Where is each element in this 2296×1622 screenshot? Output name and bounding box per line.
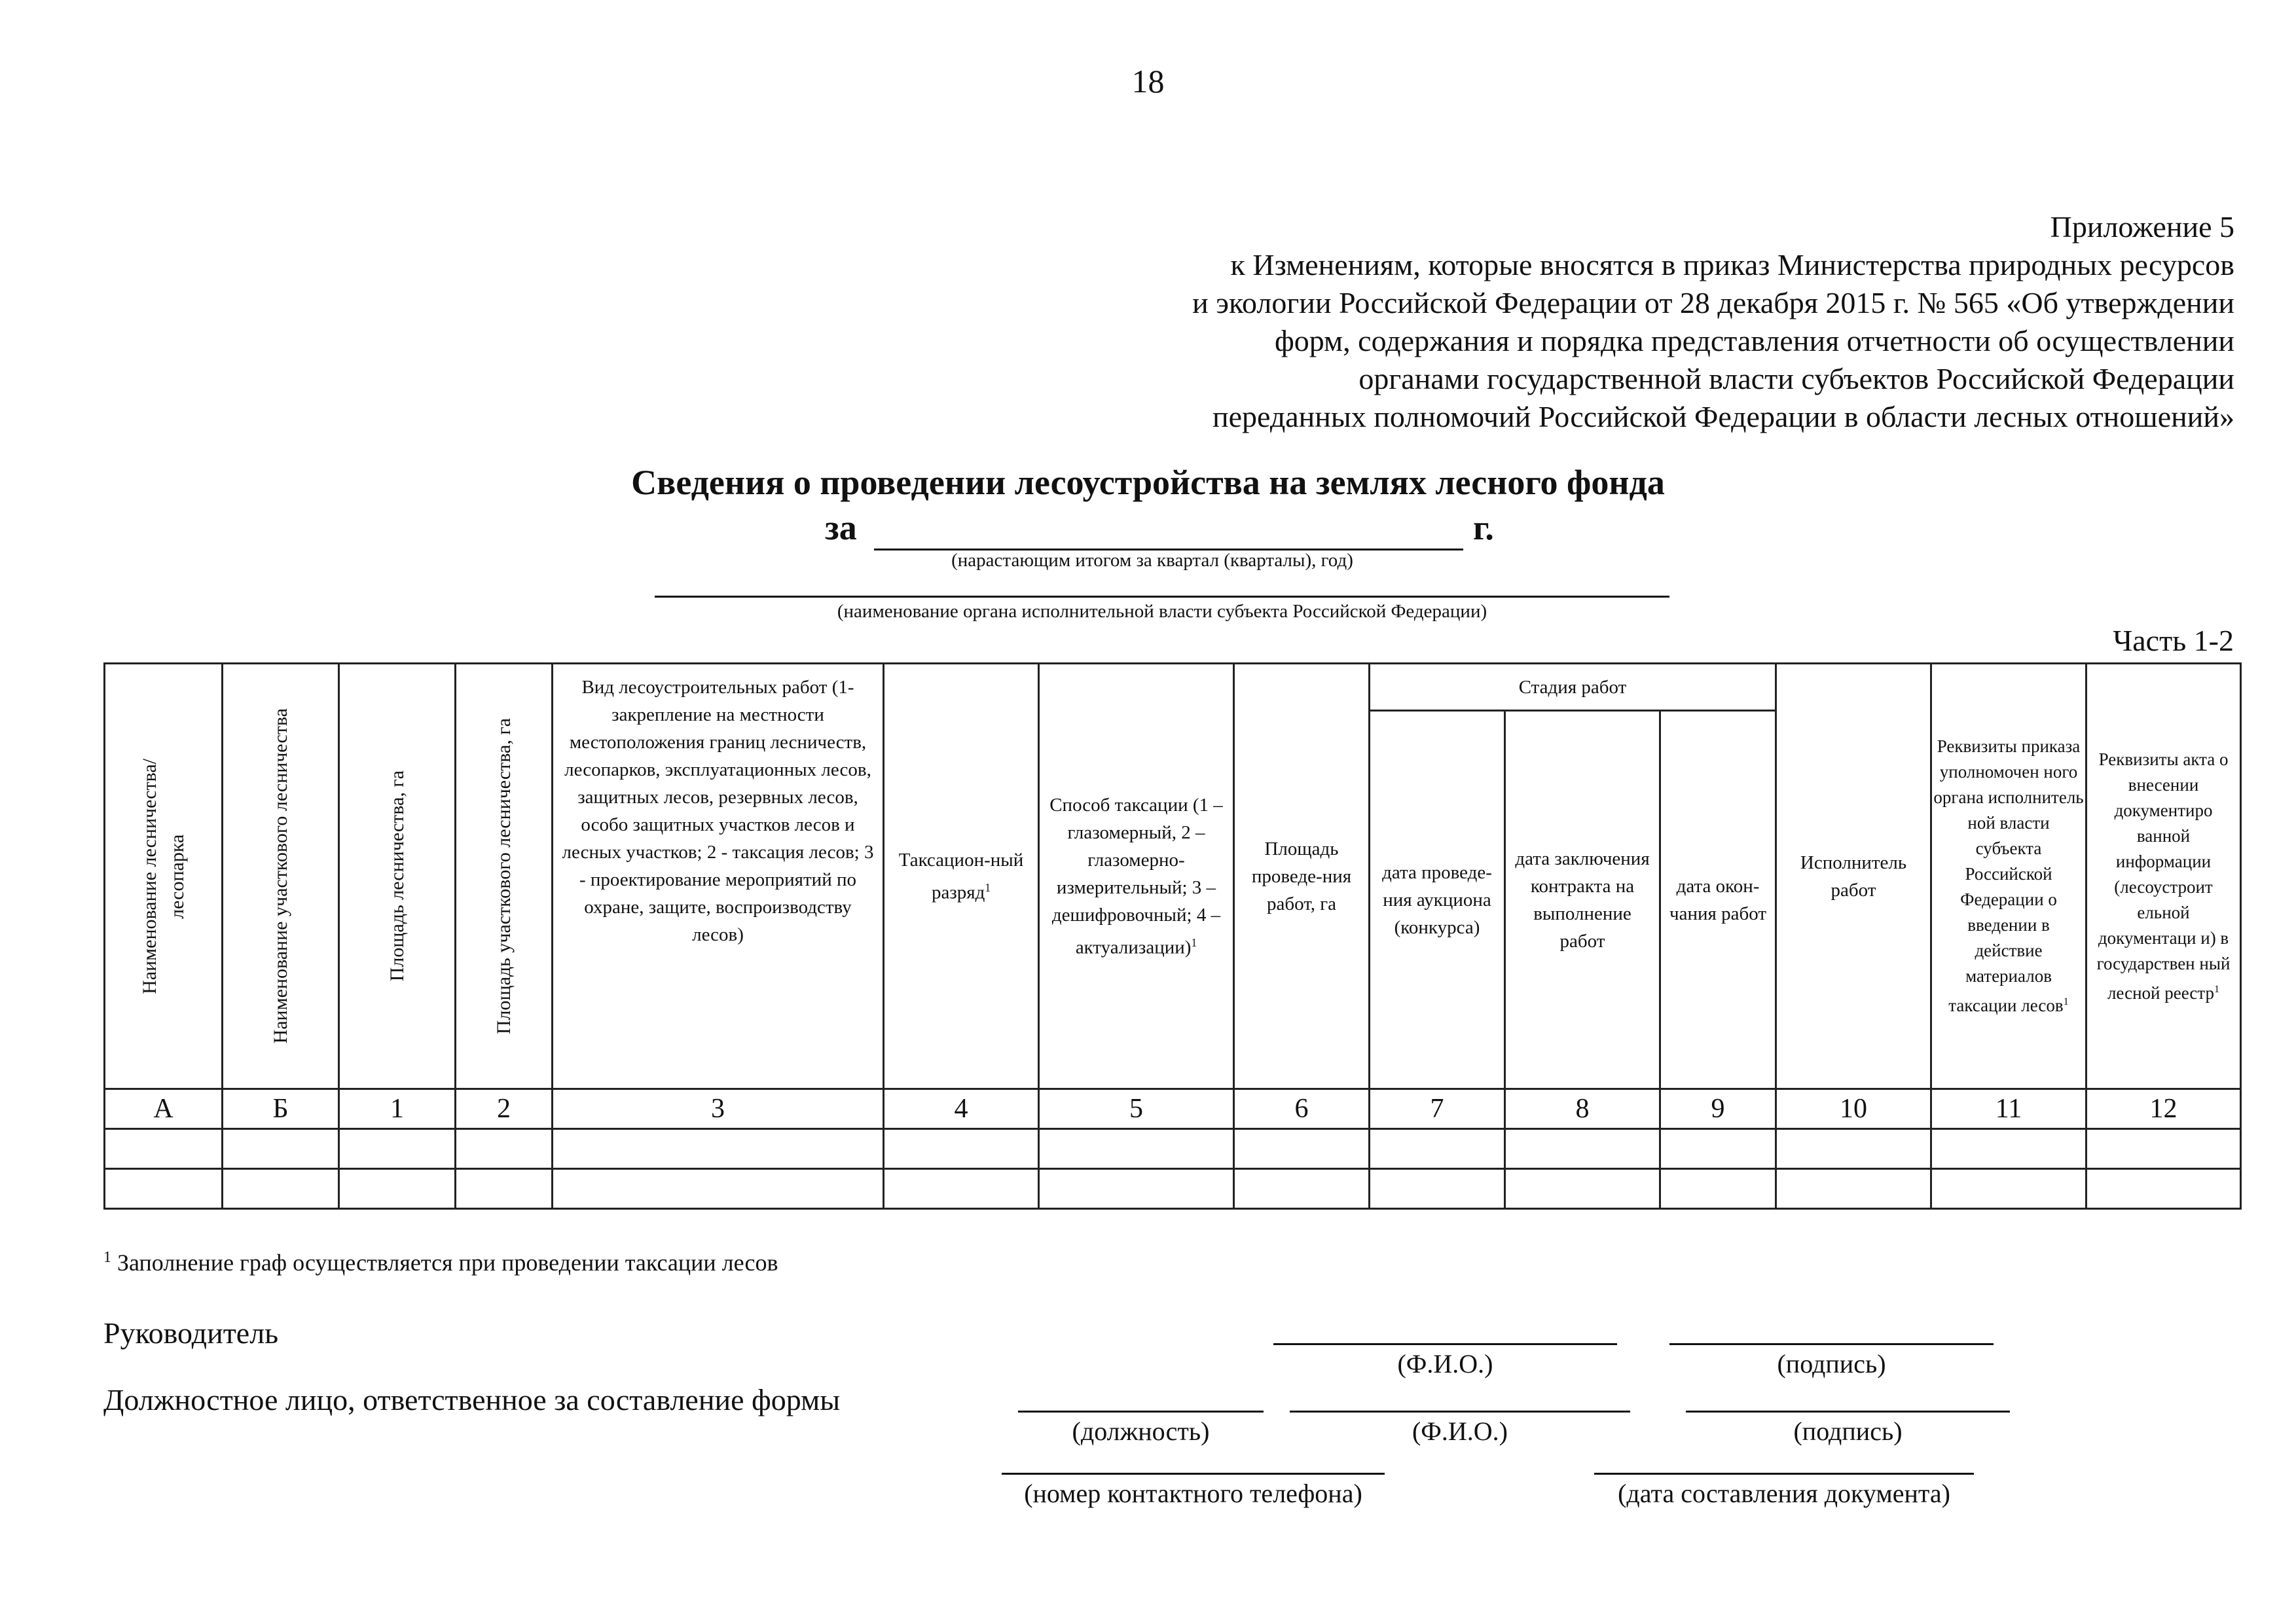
date-caption: (дата составления документа) (1618, 1479, 1950, 1508)
table-cell[interactable] (1370, 1169, 1505, 1209)
column-number: А (105, 1089, 223, 1129)
table-cell[interactable] (1776, 1129, 1931, 1169)
header-3-text: Вид лесоустроительных работ (1- закрепление на местности местоположения границ лесничеств, лесопарков, эксплуатационных лесов, защитных лесов, резервных лесов, особо защитных участков лесов и лесных участков; 2 - таксация лесов; 3 - проектирование мероприятий по охране, защите, воспроизводству лесов) (562, 677, 874, 945)
table-cell[interactable] (1505, 1169, 1660, 1209)
header-cell-10 (1776, 664, 1931, 1089)
appendix-header (991, 208, 2234, 436)
header-9-text: дата окон-чания работ (1669, 875, 1767, 924)
footnote-mark: 1 (2063, 996, 2069, 1007)
header-cell-6 (1234, 664, 1370, 1089)
header-cell-4 (884, 664, 1039, 1089)
column-number: 7 (1370, 1089, 1505, 1129)
column-number: 1 (339, 1089, 456, 1129)
header-6-text: Площадь проведе-ния работ, га (1251, 838, 1352, 914)
responsible-label: Должностное лицо, ответственное за составление формы (103, 1383, 841, 1416)
table-cell[interactable] (456, 1129, 553, 1169)
part-label: Часть 1-2 (2113, 624, 2234, 657)
head-signature-caption: (подпись) (1777, 1349, 1886, 1379)
header-cell-2 (456, 664, 553, 1089)
head-fio-line[interactable] (1273, 1343, 1617, 1345)
table-cell[interactable] (105, 1129, 223, 1169)
organ-note: (наименование органа исполнительной власти субъекта Российской Федерации) (837, 601, 1487, 622)
column-number: 5 (1039, 1089, 1234, 1129)
header-cell-7 (1370, 711, 1505, 1089)
column-number: 12 (2086, 1089, 2241, 1129)
header-cell-8 (1505, 711, 1660, 1089)
header-11-text: Реквизиты приказа уполномочен ного органа исполнитель ной власти субъекта Российской Федерации о введении в действие материалов таксации лесов (1933, 736, 2084, 1015)
column-number-row (105, 1089, 2241, 1129)
table-cell[interactable] (1234, 1129, 1370, 1169)
head-signature-line[interactable] (1669, 1343, 1994, 1345)
header-cell-stage (1370, 664, 1776, 711)
column-number: 8 (1505, 1089, 1660, 1129)
header-12-text: Реквизиты акта о внесении документиро ванной информации (лесоустроит ельной документаци и) в государствен ный лесной реестр (2096, 749, 2231, 1003)
footnote-mark: 1 (2214, 982, 2220, 995)
header-1-text: Площадь лесничества, га (386, 770, 408, 982)
header-8-text: дата заключения контракта на выполнение работ (1515, 848, 1650, 952)
header-cell-12 (2086, 664, 2241, 1089)
header-cell-3 (553, 664, 884, 1089)
table-cell[interactable] (553, 1129, 884, 1169)
phone-caption: (номер контактного телефона) (1024, 1479, 1362, 1508)
footnote-mark: 1 (1191, 935, 1197, 949)
column-number: 11 (1931, 1089, 2086, 1129)
table-cell[interactable] (1660, 1169, 1776, 1209)
table-cell[interactable] (1039, 1129, 1234, 1169)
year-suffix: г. (1473, 508, 1494, 547)
footnote-text: Заполнение граф осуществляется при проведении таксации лесов (117, 1250, 778, 1276)
table-cell[interactable] (553, 1169, 884, 1209)
stage-header-text: Стадия работ (1518, 676, 1627, 698)
head-label: Руководитель (103, 1316, 279, 1350)
responsible-fio-line[interactable] (1290, 1411, 1630, 1413)
footnote (103, 1249, 778, 1276)
header-cell-b (223, 664, 339, 1089)
appendix-line: форм, содержания и порядка представления отчетности об осуществлении (1274, 324, 2234, 357)
header-cell-a (105, 664, 223, 1089)
table-cell[interactable] (339, 1129, 456, 1169)
column-number: 9 (1660, 1089, 1776, 1129)
table-cell[interactable] (1370, 1129, 1505, 1169)
table-cell[interactable] (339, 1169, 456, 1209)
table-cell[interactable] (223, 1129, 339, 1169)
position-caption: (должность) (1072, 1416, 1210, 1446)
table-cell[interactable] (1039, 1169, 1234, 1209)
appendix-line: переданных полномочий Российской Федерации в области лесных отношений» (1212, 400, 2234, 433)
period-note: (нарастающим итогом за квартал (кварталы), год) (951, 550, 1353, 571)
table-cell[interactable] (884, 1129, 1039, 1169)
header-2-text: Площадь участкового лесничества, га (492, 717, 515, 1035)
table-cell[interactable] (884, 1169, 1039, 1209)
header-b-text: Наименование участкового лесничества (269, 708, 291, 1044)
column-number: 10 (1776, 1089, 1931, 1129)
header-cell-11 (1931, 664, 2086, 1089)
header-a-text: Наименование лесничества/ лесопарка (138, 758, 188, 994)
date-line[interactable] (1594, 1473, 1974, 1475)
phone-line[interactable] (1002, 1473, 1385, 1475)
report-table (103, 662, 2242, 1210)
header-7-text: дата проведе-ния аукциона (конкурса) (1382, 861, 1492, 938)
table-row (105, 1169, 2241, 1209)
responsible-signature-caption: (подпись) (1793, 1416, 1903, 1446)
table-cell[interactable] (1931, 1129, 2086, 1169)
header-5-text: Способ таксации (1 – глазомерный, 2 – глазомерно-измерительный; 3 – дешифровочный; 4 – актуализации) (1049, 794, 1223, 958)
page-number: 18 (1131, 63, 1165, 99)
table-row (105, 1129, 2241, 1169)
table-cell[interactable] (456, 1169, 553, 1209)
appendix-line: органами государственной власти субъектов Российской Федерации (1358, 362, 2234, 395)
table-cell[interactable] (2086, 1129, 2241, 1169)
table-cell[interactable] (1931, 1169, 2086, 1209)
appendix-line: и экологии Российской Федерации от 28 декабря 2015 г. № 565 «Об утверждении (1192, 286, 2234, 319)
responsible-signature-line[interactable] (1686, 1411, 2010, 1413)
header-cell-9 (1660, 711, 1776, 1089)
column-number: Б (223, 1089, 339, 1129)
organ-blank-line (655, 596, 1669, 598)
table-cell[interactable] (105, 1169, 223, 1209)
table-cell[interactable] (1505, 1129, 1660, 1169)
header-10-text: Исполнитель работ (1800, 852, 1907, 901)
header-cell-5 (1039, 664, 1234, 1089)
table-cell[interactable] (1660, 1129, 1776, 1169)
position-line[interactable] (1018, 1411, 1264, 1413)
column-number: 6 (1234, 1089, 1370, 1129)
responsible-fio-caption: (Ф.И.О.) (1412, 1416, 1508, 1446)
table-cell[interactable] (2086, 1169, 2241, 1209)
column-number: 4 (884, 1089, 1039, 1129)
footnote-mark: 1 (985, 880, 991, 894)
header-4-text: Таксацион-ный разряд (898, 849, 1024, 903)
column-number: 2 (456, 1089, 553, 1129)
za-label: за (825, 508, 857, 547)
appendix-line: Приложение 5 (2050, 210, 2234, 243)
table-cell[interactable] (1234, 1169, 1370, 1209)
table-cell[interactable] (223, 1169, 339, 1209)
footnote-number: 1 (103, 1249, 111, 1266)
period-field (825, 507, 1506, 553)
appendix-line: к Изменениям, которые вносятся в приказ Министерства природных ресурсов (1230, 248, 2234, 281)
head-fio-caption: (Ф.И.О.) (1397, 1349, 1493, 1379)
form-title: Сведения о проведении лесоустройства на землях лесного фонда (631, 463, 1665, 502)
table-cell[interactable] (1776, 1169, 1931, 1209)
column-number: 3 (553, 1089, 884, 1129)
header-cell-1 (339, 664, 456, 1089)
